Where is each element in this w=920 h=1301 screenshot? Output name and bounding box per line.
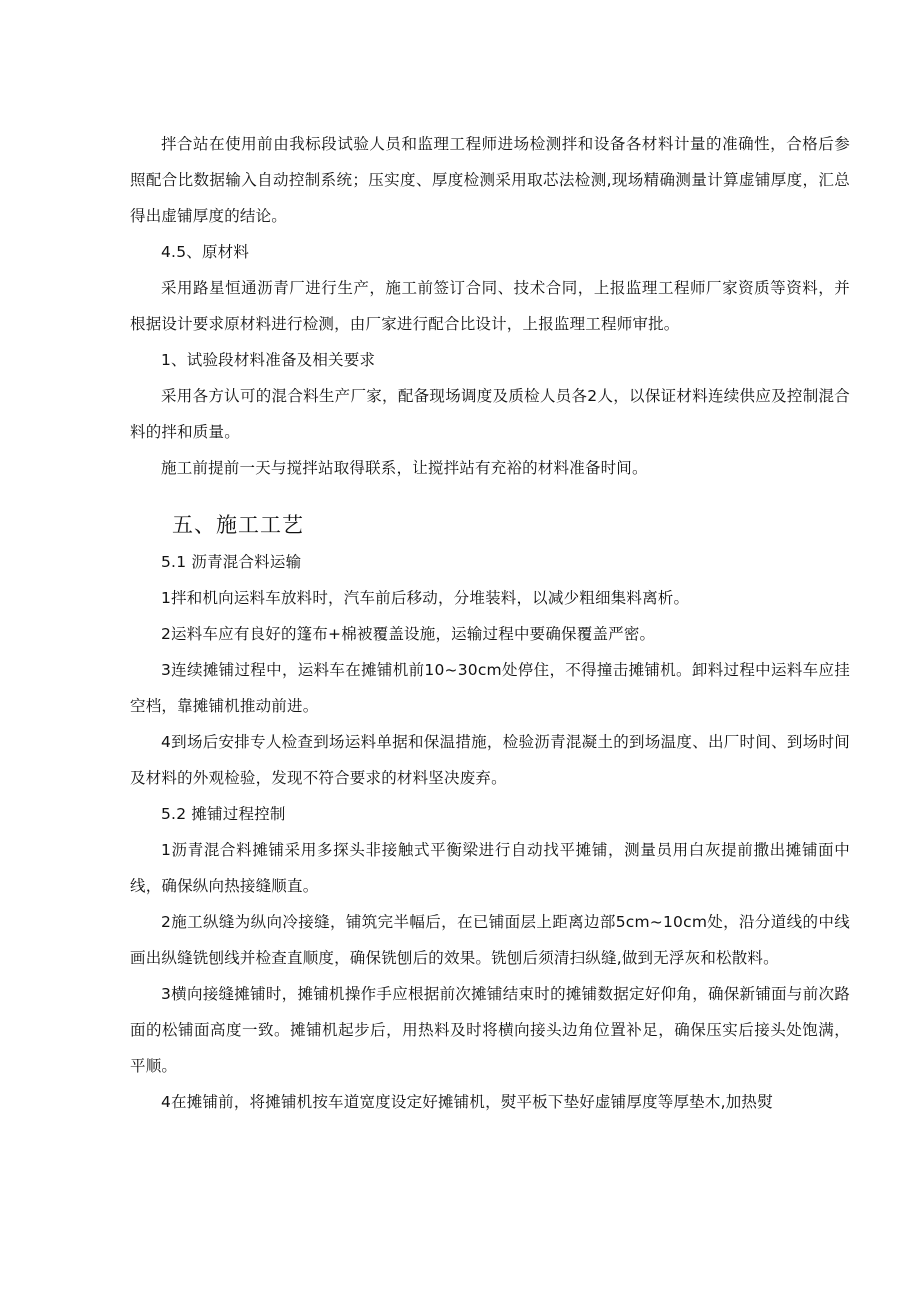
heading-5-1-transport: 5.1 沥青混合料运输	[161, 553, 302, 571]
paragraph-raw-material-source: 采用路星恒通沥青厂进行生产，施工前签订合同、技术合同，上报监理工程师厂家资质等资料，并根据设计要求原材料进行检测，由厂家进行配合比设计，上报监理工程师审批。	[130, 279, 850, 333]
heading-test-section-materials: 1、试验段材料准备及相关要求	[161, 351, 376, 369]
paragraph-paving-1: 1沥青混合料摊铺采用多探头非接触式平衡梁进行自动找平摊铺，测量员用白灰提前撒出摊铺面中线，确保纵向热接缝顺直。	[130, 841, 850, 895]
heading-5-2-paving-control: 5.2 摊铺过程控制	[161, 805, 286, 823]
paragraph-mixture-supplier: 采用各方认可的混合料生产厂家，配备现场调度及质检人员各2人，以保证材料连续供应及控制混合料的拌和质量。	[130, 387, 850, 441]
paragraph-transport-1: 1拌和机向运料车放料时，汽车前后移动，分堆装料，以减少粗细集料离析。	[161, 589, 690, 607]
paragraph-mixing-station: 拌合站在使用前由我标段试验人员和监理工程师进场检测拌和设备各材料计量的准确性，合格后参照配合比数据输入自动控制系统；压实度、厚度检测采用取芯法检测,现场精确测量计算虚铺厚度，汇总得出虚铺厚度的结论。	[130, 135, 850, 225]
paragraph-transport-4: 4到场后安排专人检查到场运料单据和保温措施，检验沥青混凝土的到场温度、出厂时间、到场时间及材料的外观检验，发现不符合要求的材料坚决废弃。	[130, 733, 850, 787]
paragraph-transport-2: 2运料车应有良好的篷布+棉被覆盖设施，运输过程中要确保覆盖严密。	[161, 625, 656, 643]
paragraph-paving-3: 3横向接缝摊铺时，摊铺机操作手应根据前次摊铺结束时的摊铺数据定好仰角，确保新铺面与前次路面的松铺面高度一致。摊铺机起步后，用热料及时将横向接头边角位置补足，确保压实后接头处饱满，平顺。	[130, 985, 850, 1075]
section-title-construction-process: 五、施工工艺	[172, 513, 304, 537]
paragraph-transport-3: 3连续摊铺过程中，运料车在摊铺机前10~30cm处停住，不得撞击摊铺机。卸料过程中运料车应挂空档，靠摊铺机推动前进。	[130, 661, 850, 715]
heading-4-5-raw-materials: 4.5、原材料	[161, 243, 250, 261]
paragraph-contact-plant: 施工前提前一天与搅拌站取得联系，让搅拌站有充裕的材料准备时间。	[161, 459, 648, 477]
paragraph-paving-4: 4在摊铺前，将摊铺机按车道宽度设定好摊铺机，熨平板下垫好虚铺厚度等厚垫木,加热熨	[161, 1093, 773, 1111]
document-body	[130, 126, 850, 1120]
paragraph-paving-2: 2施工纵缝为纵向冷接缝，铺筑完半幅后，在已铺面层上距离边部5cm~10cm处，沿分道线的中线画出纵缝铣刨线并检查直顺度，确保铣刨后的效果。铣刨后须清扫纵缝,做到无浮灰和松散料。	[130, 913, 850, 967]
